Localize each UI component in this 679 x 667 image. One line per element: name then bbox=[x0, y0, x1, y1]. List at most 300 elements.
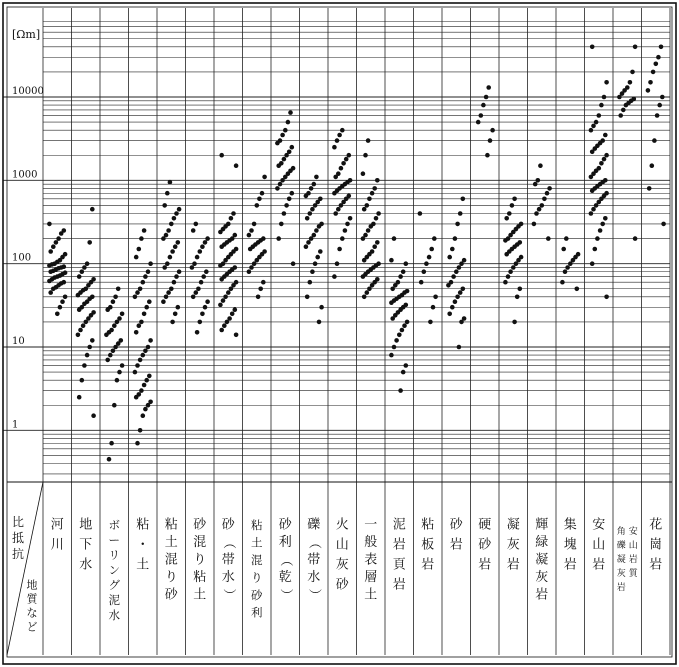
data-point bbox=[599, 161, 604, 166]
data-point bbox=[146, 345, 151, 350]
label-char: 礫 bbox=[616, 541, 626, 551]
data-point bbox=[447, 255, 452, 260]
data-point bbox=[137, 323, 142, 328]
category-label bbox=[193, 517, 207, 603]
data-point bbox=[133, 370, 138, 375]
data-point bbox=[166, 228, 171, 233]
data-point bbox=[222, 323, 227, 328]
data-point bbox=[200, 244, 205, 249]
data-point bbox=[200, 312, 205, 317]
label-char: ボ bbox=[108, 518, 120, 532]
data-point bbox=[305, 295, 310, 300]
data-point bbox=[205, 236, 210, 241]
y-axis-unit: [Ωm] bbox=[12, 28, 41, 41]
data-point bbox=[459, 261, 464, 266]
data-point bbox=[659, 45, 664, 50]
y-tick-label: 10 bbox=[12, 336, 25, 347]
data-point bbox=[90, 207, 95, 212]
data-point bbox=[48, 249, 53, 254]
data-point bbox=[276, 236, 281, 241]
data-point bbox=[594, 203, 599, 208]
data-point bbox=[252, 222, 257, 227]
data-point bbox=[282, 157, 287, 162]
label-char: り bbox=[251, 570, 263, 585]
label-char: 地 bbox=[26, 578, 38, 592]
data-point bbox=[372, 186, 377, 191]
data-point bbox=[536, 178, 541, 183]
data-point bbox=[503, 280, 508, 285]
data-point bbox=[405, 320, 410, 325]
data-point bbox=[575, 287, 580, 292]
data-point bbox=[453, 236, 458, 241]
category-label bbox=[336, 517, 350, 593]
data-point bbox=[476, 120, 481, 125]
data-point bbox=[219, 244, 224, 249]
label-char: 岩 bbox=[392, 577, 406, 593]
data-point bbox=[661, 222, 666, 227]
data-point bbox=[56, 236, 61, 241]
data-point bbox=[275, 186, 280, 191]
data-point bbox=[595, 236, 600, 241]
data-point bbox=[195, 330, 200, 335]
data-point bbox=[112, 403, 117, 408]
data-point bbox=[51, 244, 56, 249]
label-char: 岩 bbox=[506, 557, 520, 573]
data-point bbox=[190, 265, 195, 270]
category-label bbox=[629, 525, 639, 579]
data-point bbox=[512, 320, 517, 325]
data-point bbox=[84, 320, 89, 325]
category-label bbox=[649, 518, 662, 573]
data-point bbox=[148, 338, 153, 343]
label-char: 般 bbox=[364, 535, 378, 550]
category-label bbox=[421, 517, 434, 573]
data-point bbox=[594, 120, 599, 125]
header-diagonal bbox=[7, 482, 43, 655]
data-point bbox=[176, 305, 181, 310]
label-char: 抗 bbox=[11, 547, 25, 561]
data-point bbox=[87, 240, 92, 245]
data-point bbox=[138, 287, 143, 292]
data-point bbox=[76, 333, 81, 338]
data-point bbox=[85, 353, 90, 358]
data-point bbox=[617, 95, 622, 100]
data-point bbox=[198, 249, 203, 254]
data-point bbox=[170, 320, 175, 325]
data-point bbox=[652, 138, 657, 143]
data-point bbox=[375, 178, 380, 183]
data-point bbox=[651, 70, 656, 75]
data-point bbox=[143, 349, 148, 354]
label-char: 岩 bbox=[449, 537, 463, 553]
label-char: 質 bbox=[628, 569, 638, 579]
data-point bbox=[142, 228, 147, 233]
data-point bbox=[459, 320, 464, 325]
data-point bbox=[143, 407, 148, 412]
data-point bbox=[506, 274, 511, 279]
data-point bbox=[48, 290, 53, 295]
data-point bbox=[234, 333, 239, 338]
label-char: 帯 bbox=[307, 552, 321, 568]
label-char: 水 bbox=[221, 570, 235, 585]
data-point bbox=[429, 247, 434, 252]
label-char: 凝 bbox=[616, 555, 626, 565]
data-point bbox=[174, 211, 179, 216]
data-point bbox=[310, 207, 315, 212]
data-point bbox=[317, 224, 322, 229]
data-point bbox=[148, 261, 153, 266]
data-point bbox=[591, 207, 596, 212]
data-point bbox=[108, 353, 113, 358]
data-point bbox=[77, 395, 82, 400]
data-point bbox=[249, 228, 254, 233]
data-point bbox=[139, 320, 144, 325]
data-point bbox=[47, 222, 52, 227]
label-char: 板 bbox=[421, 537, 435, 553]
data-point bbox=[590, 150, 595, 155]
data-point bbox=[515, 295, 520, 300]
data-point bbox=[389, 353, 394, 358]
label-char: 混 bbox=[251, 553, 263, 567]
data-point bbox=[560, 280, 565, 285]
label-char: 水 bbox=[108, 608, 120, 622]
label-char: 岩 bbox=[628, 555, 638, 565]
data-point bbox=[146, 403, 151, 408]
data-point bbox=[204, 269, 209, 274]
data-point bbox=[390, 287, 395, 292]
data-point bbox=[545, 191, 550, 196]
data-point bbox=[599, 103, 604, 108]
data-point bbox=[365, 203, 370, 208]
data-point bbox=[113, 345, 118, 350]
data-point bbox=[120, 312, 125, 317]
data-point bbox=[392, 236, 397, 241]
data-point bbox=[310, 269, 315, 274]
data-point bbox=[105, 307, 110, 312]
data-point bbox=[507, 211, 512, 216]
data-point bbox=[283, 128, 288, 133]
data-point bbox=[647, 186, 652, 191]
label-char: 緑 bbox=[535, 535, 549, 550]
data-point bbox=[278, 182, 283, 187]
label-char: 泥 bbox=[108, 593, 120, 607]
data-point bbox=[229, 287, 234, 292]
label-char: 火 bbox=[335, 517, 349, 533]
data-point bbox=[147, 374, 152, 379]
data-point bbox=[418, 211, 423, 216]
data-point bbox=[339, 203, 344, 208]
data-point bbox=[333, 175, 338, 180]
label-char: ・ bbox=[136, 537, 150, 553]
y-tick-labels bbox=[12, 86, 44, 430]
data-point bbox=[290, 191, 295, 196]
data-point bbox=[78, 328, 83, 333]
data-point bbox=[279, 222, 284, 227]
data-point bbox=[142, 383, 147, 388]
category-label bbox=[79, 517, 92, 573]
data-point bbox=[169, 222, 174, 227]
data-point bbox=[60, 299, 65, 304]
data-point bbox=[138, 358, 143, 363]
data-point bbox=[654, 62, 659, 67]
label-char: 灰 bbox=[506, 537, 520, 553]
data-point bbox=[192, 261, 197, 266]
category-label bbox=[592, 517, 605, 573]
label-char: 帯 bbox=[221, 552, 235, 568]
label-char: 集 bbox=[563, 517, 577, 533]
data-point bbox=[361, 171, 366, 176]
category-label bbox=[364, 518, 377, 603]
label-char: 土 bbox=[136, 557, 150, 573]
data-point bbox=[51, 287, 56, 292]
data-point bbox=[504, 252, 509, 257]
data-point bbox=[134, 255, 139, 260]
label-char: 山 bbox=[592, 537, 606, 553]
data-point bbox=[461, 287, 466, 292]
data-point bbox=[660, 95, 665, 100]
data-point bbox=[542, 197, 547, 202]
data-point bbox=[624, 103, 629, 108]
data-point bbox=[80, 269, 85, 274]
data-point bbox=[141, 353, 146, 358]
label-char: 岩 bbox=[616, 583, 626, 593]
data-point bbox=[546, 236, 551, 241]
data-point bbox=[366, 138, 371, 143]
category-label bbox=[306, 518, 321, 602]
label-char: 質 bbox=[26, 592, 38, 606]
data-point bbox=[233, 307, 238, 312]
data-point bbox=[604, 153, 609, 158]
label-char: ） bbox=[306, 588, 322, 602]
label-char: 砂 bbox=[335, 577, 349, 593]
data-point bbox=[341, 161, 346, 166]
label-char: 泥 bbox=[392, 517, 406, 533]
data-point bbox=[317, 320, 322, 325]
data-point bbox=[284, 203, 289, 208]
label-char: 地 bbox=[79, 517, 93, 533]
data-point bbox=[363, 153, 368, 158]
data-point bbox=[389, 300, 394, 305]
label-char: 岩 bbox=[649, 557, 663, 573]
data-point bbox=[111, 349, 116, 354]
label-char: 輝 bbox=[535, 517, 549, 533]
data-point bbox=[332, 191, 337, 196]
data-point bbox=[361, 274, 366, 279]
data-point bbox=[223, 295, 228, 300]
data-point bbox=[290, 145, 295, 150]
data-point bbox=[335, 138, 340, 143]
data-point bbox=[394, 338, 399, 343]
data-point bbox=[400, 328, 405, 333]
label-char: 粘 bbox=[164, 517, 178, 533]
data-point bbox=[538, 163, 543, 168]
y-tick-label: 1000 bbox=[12, 169, 38, 181]
data-point bbox=[490, 128, 495, 133]
label-char: 灰 bbox=[535, 570, 549, 585]
data-point bbox=[54, 240, 59, 245]
data-point bbox=[402, 323, 407, 328]
data-point bbox=[141, 413, 146, 418]
data-point bbox=[258, 287, 263, 292]
data-point bbox=[133, 295, 138, 300]
data-point bbox=[105, 358, 110, 363]
category-label bbox=[221, 517, 236, 602]
label-char: 層 bbox=[364, 570, 378, 585]
data-point bbox=[249, 265, 254, 270]
data-point bbox=[504, 216, 509, 221]
data-point bbox=[313, 203, 318, 208]
label-char: 混 bbox=[164, 552, 178, 568]
data-point bbox=[343, 228, 348, 233]
data-point bbox=[284, 153, 289, 158]
label-char: 山 bbox=[335, 537, 349, 553]
data-point bbox=[398, 274, 403, 279]
data-point bbox=[77, 307, 82, 312]
data-point bbox=[604, 295, 609, 300]
label-char: 粘 bbox=[251, 518, 263, 532]
data-point bbox=[479, 113, 484, 118]
data-point bbox=[82, 363, 87, 368]
data-point bbox=[58, 305, 63, 310]
label-char: 砂 bbox=[193, 517, 207, 533]
label-char: （ bbox=[220, 535, 236, 550]
label-char: 角 bbox=[616, 527, 626, 537]
data-point bbox=[135, 290, 140, 295]
data-point bbox=[458, 211, 463, 216]
category-label bbox=[507, 517, 520, 573]
label-char: ど bbox=[26, 620, 38, 634]
data-point bbox=[397, 333, 402, 338]
data-point bbox=[144, 305, 149, 310]
data-point bbox=[510, 203, 515, 208]
data-point bbox=[590, 45, 595, 50]
data-point bbox=[304, 194, 309, 199]
data-point bbox=[597, 113, 602, 118]
data-point bbox=[633, 45, 638, 50]
label-char: 利 bbox=[278, 535, 292, 550]
data-point bbox=[55, 312, 60, 317]
data-point bbox=[646, 88, 651, 93]
data-point bbox=[602, 157, 607, 162]
data-point bbox=[514, 261, 519, 266]
data-point bbox=[372, 244, 377, 249]
data-point bbox=[568, 261, 573, 266]
data-point bbox=[518, 287, 523, 292]
data-point bbox=[547, 186, 552, 191]
data-point bbox=[309, 186, 314, 191]
data-point bbox=[603, 216, 608, 221]
data-point bbox=[80, 378, 85, 383]
data-point bbox=[199, 280, 204, 285]
data-point bbox=[313, 261, 318, 266]
category-label bbox=[251, 518, 263, 620]
data-point bbox=[650, 163, 655, 168]
label-char: 利 bbox=[251, 605, 263, 620]
data-point bbox=[111, 299, 116, 304]
label-char: 岩 bbox=[478, 557, 492, 573]
data-point bbox=[455, 222, 460, 227]
label-char: 岩 bbox=[592, 557, 606, 573]
data-point bbox=[340, 236, 345, 241]
label-char: （ bbox=[277, 553, 293, 567]
data-point bbox=[486, 85, 491, 90]
label-char: 砂 bbox=[478, 537, 492, 553]
data-point bbox=[590, 261, 595, 266]
data-point bbox=[508, 269, 513, 274]
category-label bbox=[564, 517, 577, 573]
data-point bbox=[225, 320, 230, 325]
label-char: 凝 bbox=[506, 517, 520, 533]
data-point bbox=[170, 249, 175, 254]
data-point bbox=[262, 175, 267, 180]
data-point bbox=[398, 388, 403, 393]
label-char: 砂 bbox=[449, 517, 463, 533]
data-point bbox=[194, 222, 199, 227]
label-char: ー bbox=[108, 533, 120, 547]
data-point bbox=[337, 247, 342, 252]
label-char: 混 bbox=[193, 535, 207, 550]
label-char: 河 bbox=[50, 517, 64, 533]
label-char: 山 bbox=[628, 541, 638, 551]
data-point bbox=[137, 247, 142, 252]
data-point bbox=[166, 290, 171, 295]
data-point bbox=[304, 244, 309, 249]
data-point bbox=[229, 216, 234, 221]
y-tick-label: 100 bbox=[12, 252, 32, 264]
data-point bbox=[234, 163, 239, 168]
data-point bbox=[447, 312, 452, 317]
data-point bbox=[333, 211, 338, 216]
category-label bbox=[109, 518, 121, 622]
data-point bbox=[427, 255, 432, 260]
data-point bbox=[203, 240, 208, 245]
data-point bbox=[602, 95, 607, 100]
data-point bbox=[433, 295, 438, 300]
data-point bbox=[533, 182, 538, 187]
data-point bbox=[82, 265, 87, 270]
category-label bbox=[136, 517, 149, 573]
data-point bbox=[347, 153, 352, 158]
data-point bbox=[173, 244, 178, 249]
label-char: 岩 bbox=[563, 557, 577, 573]
data-point bbox=[76, 293, 81, 298]
data-point bbox=[146, 269, 151, 274]
data-point bbox=[648, 80, 653, 85]
data-point bbox=[657, 103, 662, 108]
category-label bbox=[617, 525, 626, 593]
data-point bbox=[77, 274, 82, 279]
category-label bbox=[535, 517, 548, 603]
data-point bbox=[260, 191, 265, 196]
data-point bbox=[165, 261, 170, 266]
data-point bbox=[312, 182, 317, 187]
y-tick-label: 1 bbox=[12, 419, 19, 431]
data-point bbox=[376, 211, 381, 216]
label-char: 土 bbox=[364, 587, 378, 603]
data-point bbox=[164, 295, 169, 300]
data-point bbox=[628, 80, 633, 85]
label-char: 安 bbox=[592, 517, 606, 533]
data-point bbox=[134, 395, 139, 400]
category-label bbox=[165, 517, 179, 603]
data-point bbox=[369, 224, 374, 229]
data-point bbox=[176, 240, 181, 245]
data-point bbox=[365, 290, 370, 295]
data-point bbox=[87, 345, 92, 350]
data-point bbox=[600, 222, 605, 227]
data-point bbox=[451, 274, 456, 279]
data-point bbox=[169, 287, 174, 292]
